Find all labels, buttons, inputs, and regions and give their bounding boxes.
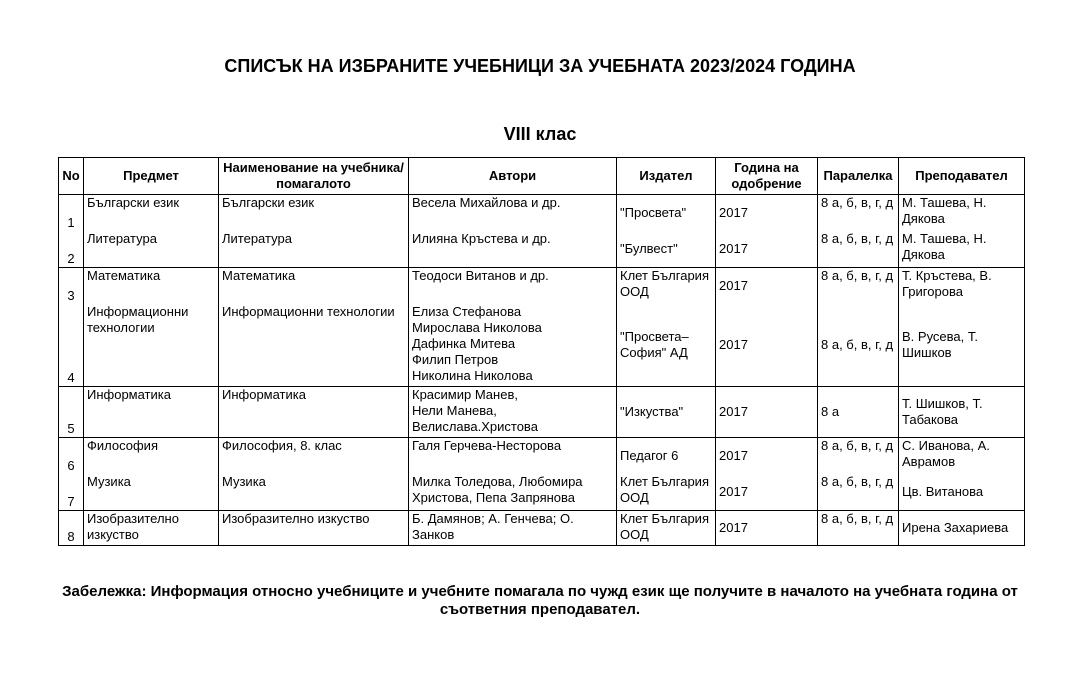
row-number: 1 (59, 195, 84, 232)
table-row (59, 231, 1025, 268)
year-cell: 2017 (716, 511, 818, 546)
authors-cell: Илияна Кръстева и др. (409, 231, 617, 268)
teacher-cell: Цв. Витанова (899, 474, 1025, 511)
table-row (59, 387, 1025, 438)
page-title: СПИСЪК НА ИЗБРАНИТЕ УЧЕБНИЦИ ЗА УЧЕБНАТА 2023/2024 ГОДИНА (224, 56, 856, 76)
col-header-authors: Автори (409, 158, 617, 195)
teacher-cell: В. Русева, Т. Шишков (899, 304, 1025, 387)
table-row (59, 438, 1025, 475)
table-header-row (59, 158, 1025, 195)
col-header-teacher: Преподавател (899, 158, 1025, 195)
subject-cell: Философия (84, 438, 219, 475)
table-row (59, 474, 1025, 511)
book-cell: Изобразително изкуство (219, 511, 409, 546)
publisher-cell: "Изкуства" (617, 387, 716, 438)
book-cell: Философия, 8. клас (219, 438, 409, 475)
teacher-cell: М. Ташева, Н. Дякова (899, 195, 1025, 232)
classes-cell: 8 а, б, в, г, д (818, 304, 899, 387)
author-name: Николина Николова (412, 368, 533, 383)
author-name: Мирослава Николова (412, 320, 542, 335)
book-cell: Математика (219, 268, 409, 305)
author-name: Красимир Манев, (412, 387, 518, 402)
author-name: Елиза Стефанова (412, 304, 522, 319)
authors-cell (409, 387, 617, 438)
subject-cell: Български език (84, 195, 219, 232)
authors-cell: Теодоси Витанов и др. (409, 268, 617, 305)
teacher-cell: Т. Кръстева, В. Григорова (899, 268, 1025, 305)
row-number: 7 (59, 474, 84, 511)
col-header-no: No (59, 158, 84, 195)
author-name: Филип Петров (412, 352, 499, 367)
publisher-cell: Клет България ООД (617, 511, 716, 546)
row-number: 6 (59, 438, 84, 475)
class-heading: VIII клас (503, 124, 577, 144)
book-cell: Информационни технологии (219, 304, 409, 387)
year-cell: 2017 (716, 195, 818, 232)
footnote: Забележка: Информация относно учебниците и учебните помагала по чужд език ще получите в началото на учебната година от съответния преподавател. (62, 583, 1018, 618)
publisher-cell: Педагог 6 (617, 438, 716, 475)
row-number: 8 (59, 511, 84, 546)
publisher-cell: Клет България ООД (617, 474, 716, 511)
publisher-cell: "Булвест" (617, 231, 716, 268)
year-cell: 2017 (716, 474, 818, 511)
row-number: 3 (59, 268, 84, 305)
col-header-publisher: Издател (617, 158, 716, 195)
teacher-cell: М. Ташева, Н. Дякова (899, 231, 1025, 268)
subject-cell: Изобразително изкуство (84, 511, 219, 546)
classes-cell: 8 а, б, в, г, д (818, 195, 899, 232)
subject-cell: Информатика (84, 387, 219, 438)
authors-cell: Милка Толедова, Любомира Христова, Пепа Запрянова (409, 474, 617, 511)
teacher-cell: Т. Шишков, Т. Табакова (899, 387, 1025, 438)
row-number: 4 (59, 304, 84, 387)
publisher-cell: "Просвета" (617, 195, 716, 232)
authors-cell (409, 304, 617, 387)
table-row (59, 511, 1025, 546)
subject-cell: Информационни технологии (84, 304, 219, 387)
author-name: Нели Манева, (412, 403, 497, 418)
teacher-cell: Ирена Захариева (899, 511, 1025, 546)
year-cell: 2017 (716, 304, 818, 387)
table-row (59, 195, 1025, 232)
publisher-cell: "Просвета–София" АД (617, 304, 716, 387)
classes-cell: 8 а, б, в, г, д (818, 474, 899, 511)
author-name: Дафинка Митева (412, 336, 516, 351)
publisher-cell: Клет България ООД (617, 268, 716, 305)
classes-cell: 8 а, б, в, г, д (818, 268, 899, 305)
classes-cell: 8 а, б, в, г, д (818, 438, 899, 475)
book-cell: Информатика (219, 387, 409, 438)
year-cell: 2017 (716, 387, 818, 438)
table-row (59, 304, 1025, 387)
subject-cell: Литература (84, 231, 219, 268)
classes-cell: 8 а, б, в, г, д (818, 231, 899, 268)
teacher-cell: С. Иванова, А. Аврамов (899, 438, 1025, 475)
year-cell: 2017 (716, 268, 818, 305)
year-cell: 2017 (716, 438, 818, 475)
col-header-book: Наименование на учебника/помагалото (219, 158, 409, 195)
classes-cell: 8 а, б, в, г, д (818, 511, 899, 546)
row-number: 2 (59, 231, 84, 268)
authors-cell: Весела Михайлова и др. (409, 195, 617, 232)
classes-cell: 8 а (818, 387, 899, 438)
book-cell: Български език (219, 195, 409, 232)
col-header-subject: Предмет (84, 158, 219, 195)
subject-cell: Музика (84, 474, 219, 511)
row-number: 5 (59, 387, 84, 438)
authors-cell: Б. Дамянов; А. Генчева; О. Занков (409, 511, 617, 546)
col-header-year: Година на одобрение (716, 158, 818, 195)
table-row (59, 268, 1025, 305)
book-cell: Музика (219, 474, 409, 511)
book-cell: Литература (219, 231, 409, 268)
author-name: Велислава.Христова (412, 419, 538, 434)
col-header-classes: Паралелка (818, 158, 899, 195)
year-cell: 2017 (716, 231, 818, 268)
subject-cell: Математика (84, 268, 219, 305)
authors-cell: Галя Герчева-Несторова (409, 438, 617, 475)
textbooks-table (58, 157, 1025, 546)
